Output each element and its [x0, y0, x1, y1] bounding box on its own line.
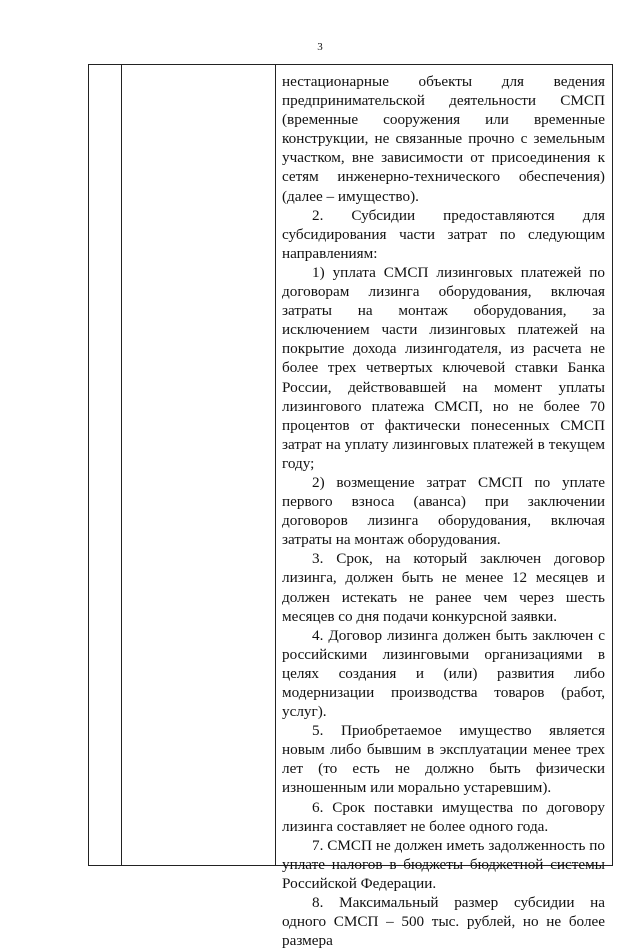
- paragraph-5: 5. Приобретаемое имущество является новым либо бывшим в эксплуатации менее трех лет (то есть не должно быть физически изношенным или морально устаревшим).: [282, 722, 605, 797]
- column-divider-1: [121, 65, 122, 865]
- paragraph-2-2: 2) возмещение затрат СМСП по уплате первого взноса (аванса) при заключении договоров лизинга оборудования, включая затраты на монтаж оборудования.: [282, 473, 605, 549]
- document-table: [88, 64, 613, 950]
- paragraph-2: 2. Субсидии предоставляются для субсидирования части затрат по следующим направлениям:: [282, 206, 605, 262]
- paragraph-4: 4. Договор лизинга должен быть заключен с российскими лизинговыми организациями в целях создания и (или) развития либо модернизации производства товаров (работ, услуг).: [282, 626, 605, 721]
- paragraph-8: 8. Максимальный размер субсидии на одного СМСП – 500 тыс. рублей, но не более размера: [282, 894, 605, 950]
- paragraph-continuation: нестационарные объекты для ведения предпринимательской деятельности СМСП (временные сооружения или временные конструкции, не связанные прочно с земельным участком, вне зависимости от присоединения к сетям инженерно-технического обеспечения) (далее – имущество).: [282, 73, 605, 205]
- paragraph-6: 6. Срок поставки имущества по договору лизинга составляет не более одного года.: [282, 798, 605, 835]
- paragraph-2-1: 1) уплата СМСП лизинговых платежей по договорам лизинга оборудования, включая затраты на монтаж оборудования, за исключением части лизинговых платежей на покрытие дохода лизингодателя, из расчета не более трех четвертых ключевой ставки Банка России, действовавшей на момент уплаты лизингового платежа СМСП, но не более 70 процентов от фактически понесенных СМСП затрат на уплату лизинговых платежей в текущем году;: [282, 263, 605, 472]
- page-number: 3: [317, 41, 323, 53]
- text-cell: [282, 72, 605, 950]
- column-divider-2: [275, 65, 276, 865]
- paragraph-3: 3. Срок, на который заключен договор лизинга, должен быть не менее 12 месяцев и должен истекать не ранее чем через шесть месяцев со дня подачи конкурсной заявки.: [282, 550, 605, 625]
- paragraph-7: 7. СМСП не должен иметь задолженность по уплате налогов в бюджеты бюджетной системы Российской Федерации.: [282, 836, 605, 892]
